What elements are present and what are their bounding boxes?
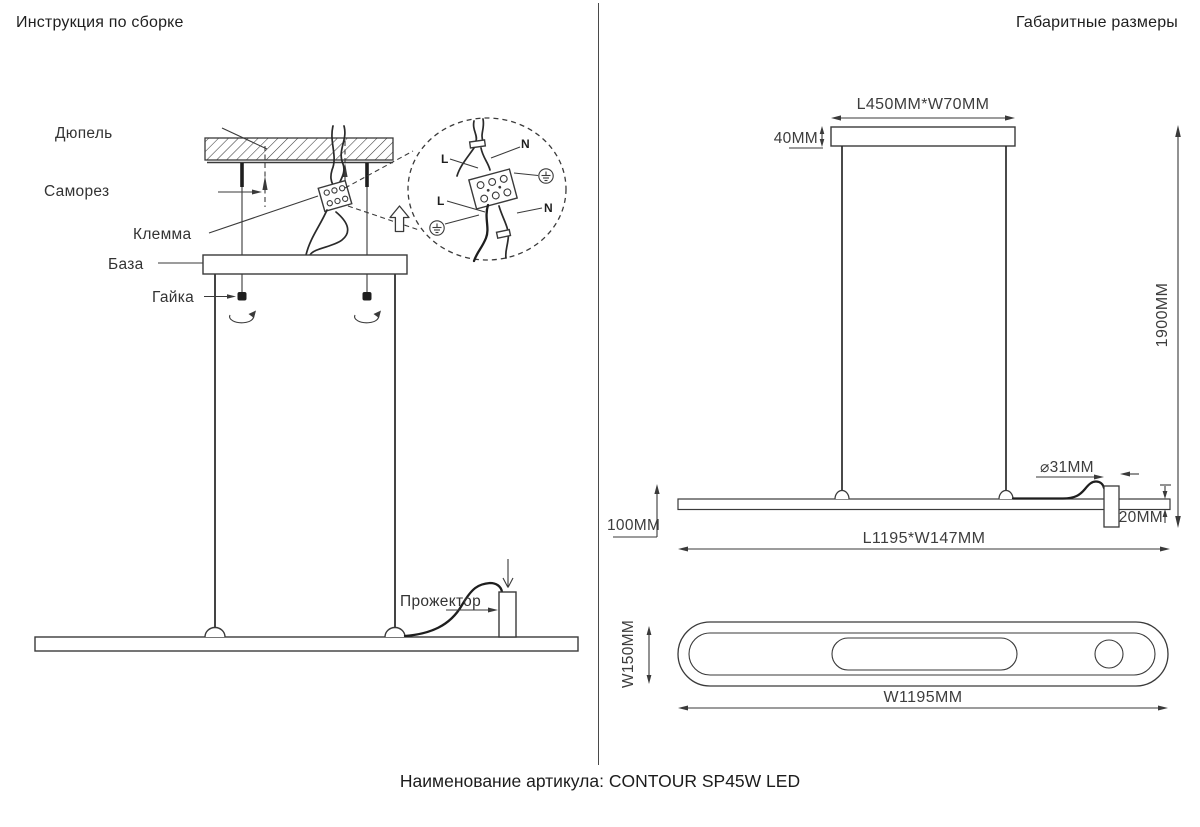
- rotate-arrow-icon: [355, 311, 381, 323]
- dim-40-text: 40MM: [773, 130, 818, 147]
- assembly-diagram: [0, 0, 598, 770]
- dim-1900-text: 1900MM: [1154, 282, 1171, 348]
- suspension-cables: [215, 274, 395, 628]
- base-plate: [203, 255, 407, 274]
- wiring-detail-circle: [408, 118, 566, 261]
- wire-label-n-mid: N: [544, 201, 553, 215]
- dim-body-length: [678, 689, 1168, 711]
- wire-label-l-top: L: [441, 152, 449, 166]
- nuts: [238, 292, 372, 301]
- dim-canopy-size: [831, 96, 1015, 121]
- label-base: База: [108, 256, 144, 273]
- cable-mount: [385, 628, 405, 637]
- dim-canopy-text: L450MM*W70MM: [856, 96, 990, 113]
- cable-mount: [999, 491, 1013, 500]
- dim-body-width: [620, 620, 651, 688]
- up-arrow-icon: [390, 206, 409, 232]
- spotlight-side: [1104, 486, 1119, 527]
- label-spotlight: Прожектор: [400, 593, 482, 610]
- spotlight: [499, 592, 516, 637]
- rotate-arrow-icon: [230, 311, 256, 323]
- base-wires: [306, 210, 348, 255]
- cable-mount: [205, 628, 225, 637]
- dim-spot-diameter: [1036, 459, 1139, 480]
- label-clamp: Клемма: [133, 226, 192, 243]
- down-arrow-icon: [503, 559, 513, 588]
- left-panel-title: Инструкция по сборке: [16, 14, 184, 31]
- cable-mount: [835, 491, 849, 500]
- spot-wire: [1013, 482, 1104, 499]
- wire-label-n-top: N: [521, 137, 530, 151]
- terminal-block: [318, 181, 352, 212]
- label-nut: Гайка: [152, 289, 195, 306]
- dim-canopy-height: [774, 126, 825, 148]
- wire-label-l-mid: L: [437, 194, 445, 208]
- dim-100-text: 100MM: [607, 517, 661, 534]
- dim-suspension-height: [1154, 125, 1181, 528]
- dim-31-text: ⌀31MM: [1040, 459, 1094, 476]
- dim-w1195-text: W1195MM: [883, 689, 963, 706]
- label-screw: Саморез: [44, 183, 110, 200]
- right-panel-title: Габаритные размеры: [1015, 14, 1178, 31]
- dimensions-diagram: [598, 0, 1200, 770]
- dim-fixture-size: [678, 530, 1170, 552]
- dim-fixture-text: L1195*W147MM: [862, 530, 986, 547]
- light-bar: [35, 637, 578, 651]
- article-caption: Наименование артикула: CONTOUR SP45W LED: [399, 771, 801, 791]
- dim-w150-text: W150MM: [620, 619, 637, 689]
- dim-mount-offset: [607, 484, 660, 537]
- suspension-cables: [842, 146, 1006, 492]
- dim-20-text: 20MM: [1118, 509, 1163, 526]
- plan-view: [678, 622, 1168, 686]
- ceiling-hatch: [205, 128, 393, 163]
- light-bar-side: [678, 499, 1170, 510]
- label-dowel: Дюпель: [55, 125, 113, 142]
- canopy: [831, 127, 1015, 146]
